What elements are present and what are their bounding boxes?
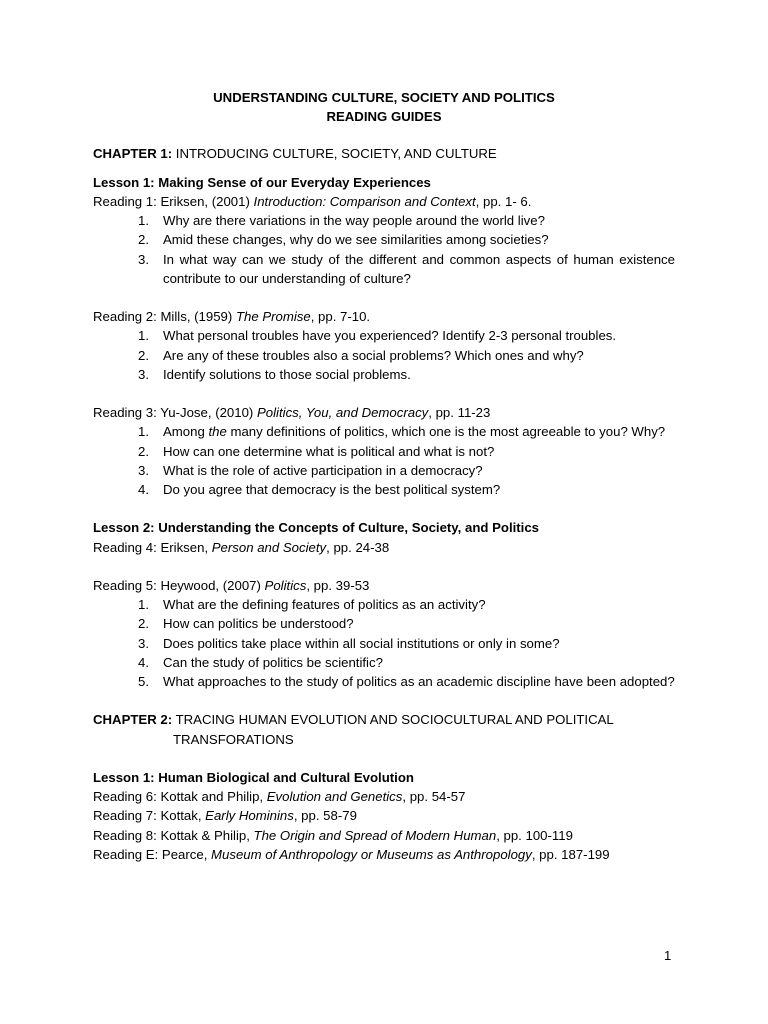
chapter-2-heading-continued: TRANSFORATIONS	[173, 731, 294, 747]
lesson-1-heading: Lesson 1: Making Sense of our Everyday Experiences	[93, 174, 431, 190]
reading-2-questions	[93, 326, 675, 384]
reading-5-questions	[93, 595, 675, 691]
reading-5-citation: Reading 5: Heywood, (2007) Politics, pp. 39-53	[93, 577, 370, 593]
list-item: 1. Among the many definitions of politics, which one is the most agreeable to you? Why?	[138, 424, 666, 440]
document-body	[93, 144, 675, 864]
reading-1-questions	[93, 211, 675, 288]
list-item: 3. Does politics take place within all social institutions or only in some?	[138, 635, 560, 651]
chapter-2-heading: CHAPTER 2: TRACING HUMAN EVOLUTION AND SOCIOCULTURAL AND POLITICAL	[93, 712, 614, 728]
list-item: 2. Amid these changes, why do we see similarities among societies?	[138, 232, 549, 248]
reading-7-citation: Reading 7: Kottak, Early Hominins, pp. 58-79	[93, 808, 357, 824]
reading-8-citation: Reading 8: Kottak & Philip, The Origin and Spread of Modern Human, pp. 100-119	[93, 827, 573, 843]
reading-3-questions	[93, 422, 675, 499]
list-item: 3. Identify solutions to those social problems.	[138, 366, 411, 382]
reading-3-citation: Reading 3: Yu-Jose, (2010) Politics, You, and Democracy, pp. 11-23	[93, 405, 491, 421]
reading-e-citation: Reading E: Pearce, Museum of Anthropology or Museums as Anthropology, pp. 187-199	[93, 846, 610, 862]
list-item: 3. In what way can we study of the different and common aspects of human existence contribute to our understanding of culture?	[138, 251, 675, 286]
list-item: 2. Are any of these troubles also a social problems? Which ones and why?	[138, 347, 584, 363]
list-item: 1. What personal troubles have you experienced? Identify 2-3 personal troubles.	[138, 328, 617, 344]
list-item: 3. What is the role of active participation in a democracy?	[138, 462, 483, 478]
list-item: 1. Why are there variations in the way people around the world live?	[138, 213, 545, 229]
list-item: 4. Can the study of politics be scientific?	[138, 654, 383, 670]
reading-4-citation: Reading 4: Eriksen, Person and Society, pp. 24-38	[93, 539, 390, 555]
document-subtitle: READING GUIDES	[326, 109, 442, 124]
list-item: 1. What are the defining features of politics as an activity?	[138, 597, 486, 613]
reading-6-citation: Reading 6: Kottak and Philip, Evolution and Genetics, pp. 54-57	[93, 789, 466, 805]
list-item: 5. What approaches to the study of politics as an academic discipline have been adopted?	[138, 673, 675, 689]
lesson-2-heading: Lesson 2: Understanding the Concepts of Culture, Society, and Politics	[93, 520, 539, 536]
list-item: 2. How can one determine what is political and what is not?	[138, 443, 495, 459]
document-title: UNDERSTANDING CULTURE, SOCIETY AND POLITICS	[213, 90, 555, 105]
reading-1-citation: Reading 1: Eriksen, (2001) Introduction: Comparison and Context, pp. 1- 6.	[93, 193, 532, 209]
list-item: 4. Do you agree that democracy is the best political system?	[138, 481, 501, 497]
chapter-2-lesson-1-heading: Lesson 1: Human Biological and Cultural Evolution	[93, 769, 414, 785]
page-number: 1	[664, 948, 672, 963]
reading-2-citation: Reading 2: Mills, (1959) The Promise, pp. 7-10.	[93, 309, 371, 325]
chapter-1-heading: CHAPTER 1: INTRODUCING CULTURE, SOCIETY, AND CULTURE	[93, 146, 497, 161]
list-item: 2. How can politics be understood?	[138, 616, 354, 632]
